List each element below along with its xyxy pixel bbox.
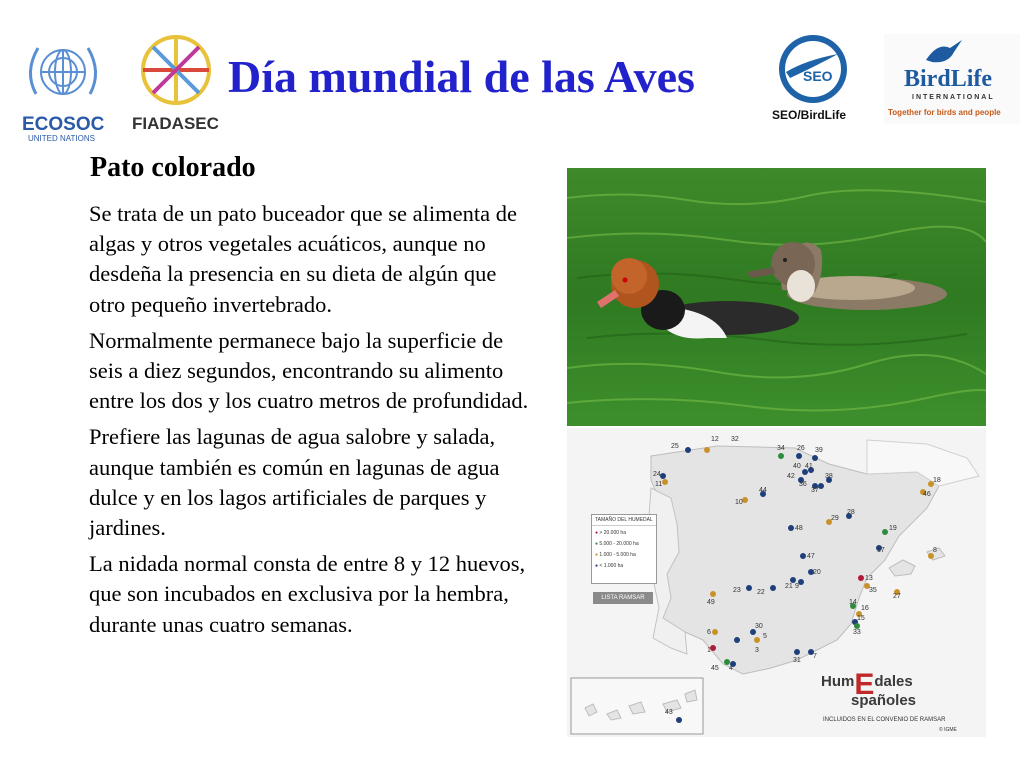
section-heading: Pato colorado (90, 152, 256, 183)
svg-text:42: 42 (787, 473, 795, 480)
svg-text:15: 15 (857, 615, 865, 622)
svg-text:47: 47 (807, 553, 815, 560)
svg-text:49: 49 (707, 599, 715, 606)
svg-text:16: 16 (861, 605, 869, 612)
birdlife-sub: INTERNATIONAL (912, 94, 995, 101)
svg-text:23: 23 (733, 587, 741, 594)
svg-text:21: 21 (785, 583, 793, 590)
fiadasec-wheel-icon (138, 32, 214, 108)
svg-text:19: 19 (889, 525, 897, 532)
svg-text:37: 37 (811, 487, 819, 494)
birdlife-name-2: Life (950, 66, 993, 92)
svg-text:4: 4 (729, 665, 733, 672)
paragraph-habitat: Prefiere las lagunas de agua salobre y salada, aunque también es común en lagunas de agua dulce y en los lagos artificiales de parques y jardines. (89, 424, 500, 541)
seo-badge: SEO (803, 68, 833, 84)
legend-item: ● 1.000 - 5.000 ha (595, 552, 636, 558)
legend-item: ● 5.000 - 20.000 ha (595, 541, 639, 547)
map-caption: INCLUIDOS EN EL CONVENIO DE RAMSAR (823, 717, 946, 723)
fiadasec-logo (132, 32, 222, 136)
paragraph-nesting: La nidada normal consta de entre 8 y 12 huevos, que son incubados en exclusiva por la hembra, durante unas cuatro semanas. (89, 551, 526, 637)
brand-part3: spañoles (851, 692, 917, 709)
map-legend (591, 514, 657, 584)
svg-text:8: 8 (933, 547, 937, 554)
svg-text:5: 5 (763, 633, 767, 640)
ecosoc-logo (18, 34, 108, 144)
fiadasec-name: FIADASEC (132, 114, 219, 133)
svg-text:41: 41 (805, 463, 813, 470)
svg-text:27: 27 (893, 593, 901, 600)
svg-text:45: 45 (711, 665, 719, 672)
seo-birdlife-logo (770, 32, 860, 124)
svg-text:20: 20 (813, 569, 821, 576)
map-copyright: © IGME (939, 727, 957, 733)
svg-text:6: 6 (707, 629, 711, 636)
ramsar-list-button[interactable]: LISTA RAMSAR (593, 592, 653, 604)
legend-item: ● > 20.000 ha (595, 530, 626, 536)
svg-text:14: 14 (849, 599, 857, 606)
svg-text:7: 7 (813, 653, 817, 660)
svg-text:36: 36 (799, 481, 807, 488)
svg-text:46: 46 (923, 491, 931, 498)
brand-part1: Hum (821, 673, 855, 690)
svg-text:22: 22 (757, 589, 765, 596)
svg-text:3: 3 (755, 647, 759, 654)
svg-text:17: 17 (877, 547, 885, 554)
brand-big-e: E (854, 668, 875, 701)
svg-text:35: 35 (869, 587, 877, 594)
body-text (89, 199, 529, 646)
svg-text:11: 11 (655, 481, 663, 488)
svg-text:25: 25 (671, 443, 679, 450)
ecosoc-name: ECOSOC (22, 114, 105, 135)
slide-title: Día mundial de las Aves (228, 51, 695, 102)
svg-text:18: 18 (933, 477, 941, 484)
svg-text:44: 44 (759, 487, 767, 494)
birdlife-tagline: Together for birds and people (888, 108, 1001, 117)
birdlife-name-1: Bird (904, 66, 951, 92)
svg-text:10: 10 (735, 499, 743, 506)
legend-title: TAMAÑO DEL HUMEDAL (592, 515, 656, 526)
ecosoc-sub: UNITED NATIONS (28, 134, 95, 143)
svg-text:28: 28 (847, 509, 855, 516)
svg-text:12: 12 (711, 436, 719, 443)
svg-text:29: 29 (831, 515, 839, 522)
svg-text:34: 34 (777, 445, 785, 452)
legend-item: ● < 1.000 ha (595, 563, 624, 569)
svg-text:33: 33 (853, 629, 861, 636)
wetlands-map (567, 428, 986, 737)
duck-photo (567, 168, 986, 426)
svg-text:39: 39 (815, 447, 823, 454)
brand-part2: dales (874, 673, 913, 690)
seo-name: SEO/BirdLife (772, 108, 847, 122)
svg-text:9: 9 (795, 583, 799, 590)
paragraph-diet: Se trata de un pato buceador que se alimenta de algas y otros vegetales acuáticos, aunque no desdeña la presencia en su dieta de algún que otro pequeño invertebrado. (89, 201, 517, 317)
svg-text:31: 31 (793, 657, 801, 664)
svg-text:43: 43 (665, 709, 673, 716)
svg-text:24: 24 (653, 471, 661, 478)
svg-text:26: 26 (797, 445, 805, 452)
svg-text:38: 38 (825, 473, 833, 480)
paragraph-diving: Normalmente permanece bajo la superficie de seis a diez segundos, encontrando su alimento entre los dos y los cuatro metros de profundidad. (89, 327, 529, 414)
svg-text:13: 13 (865, 575, 873, 582)
birdlife-bird-icon (924, 38, 964, 68)
humedales-brand (821, 668, 917, 709)
un-emblem-icon (18, 34, 108, 114)
birdlife-logo (884, 34, 1020, 124)
svg-text:48: 48 (795, 525, 803, 532)
svg-text:40: 40 (793, 463, 801, 470)
red-crested-pochard-photo (567, 168, 986, 426)
svg-text:32: 32 (731, 436, 739, 443)
svg-text:30: 30 (755, 623, 763, 630)
svg-text:1: 1 (707, 647, 711, 654)
